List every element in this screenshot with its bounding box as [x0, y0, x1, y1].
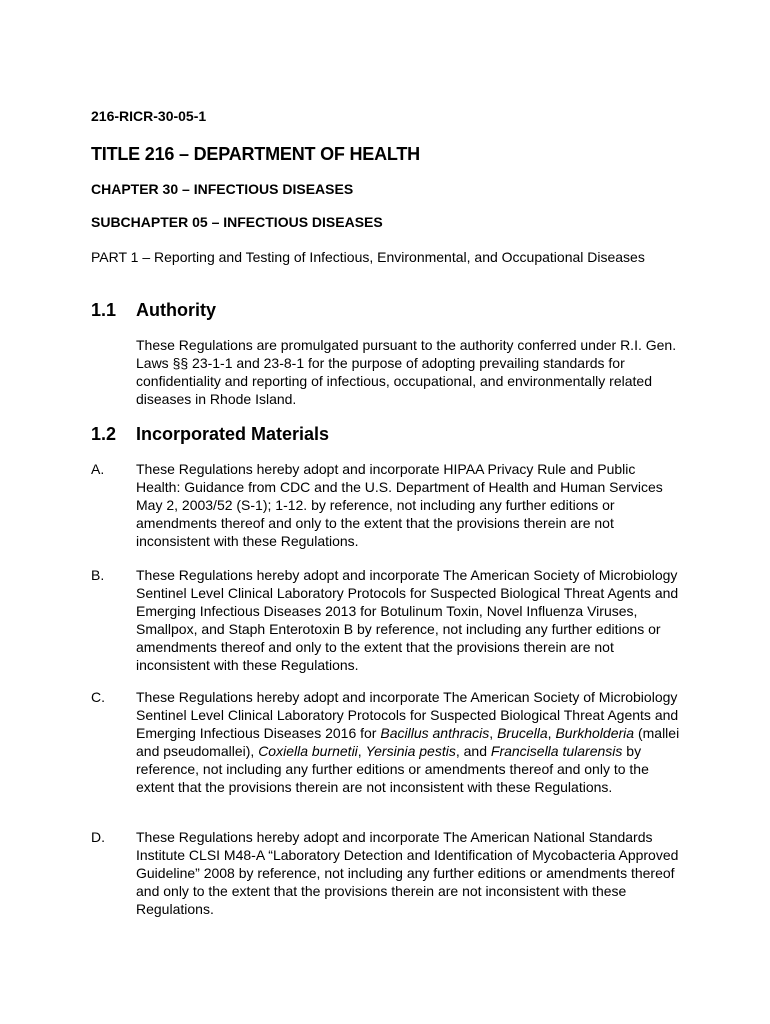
- text-run: (mallei and pseudomallei),: [136, 725, 680, 759]
- document-title: TITLE 216 – DEPARTMENT OF HEALTH: [91, 144, 420, 164]
- item-letter: A.: [91, 461, 105, 477]
- item-letter: B.: [91, 567, 105, 583]
- section-number: 1.1: [91, 300, 117, 320]
- item-paragraph: These Regulations hereby adopt and incorporate The American National Standards Institute CLSI M48-A “Laboratory Detection and Identification of Mycobacteria Approved Guideline” 2008 by reference, not including any further editions or amendments thereof and only to the extent that the provisions therein are not inconsistent with these Regulations.: [136, 829, 679, 917]
- text-run: These Regulations hereby adopt and incorporate The American Society of Microbiology Sentinel Level Clinical Laboratory Protocols for Suspected Biological Threat Agents and Emerging Infectious Diseases 2016 for: [136, 689, 679, 741]
- part-heading: PART 1 – Reporting and Testing of Infectious, Environmental, and Occupational Diseases: [91, 249, 645, 265]
- item-letter: D.: [91, 829, 105, 845]
- subchapter-heading: SUBCHAPTER 05 – INFECTIOUS DISEASES: [91, 214, 383, 230]
- chapter-heading: CHAPTER 30 – INFECTIOUS DISEASES: [91, 181, 354, 197]
- text-run: ,: [489, 725, 498, 741]
- text-run: , and: [455, 743, 491, 759]
- section-number: 1.2: [91, 424, 117, 444]
- item-paragraph: These Regulations hereby adopt and incorporate HIPAA Privacy Rule and Public Health: Guidance from CDC and the U.S. Department of Health and Human Services May 2, 2003/52 (S-1); 1-12. by reference, not including any further editions or amendments thereof and only to the extent that the provisions therein are not inconsistent with these Regulations.: [136, 461, 663, 549]
- item-letter: C.: [91, 689, 105, 705]
- section-title-authority: Authority: [136, 300, 216, 320]
- section-title-incorporated-materials: Incorporated Materials: [136, 424, 330, 444]
- authority-paragraph: These Regulations are promulgated pursuant to the authority conferred under R.I. Gen. Laws §§ 23-1-1 and 23-8-1 for the purpose of adopting prevailing standards for confidentiality and reporting of infectious, occupational, and environmentally related diseases in Rhode Island.: [136, 337, 677, 407]
- species-name: Burkholderia: [555, 725, 635, 741]
- rule-identifier: 216-RICR-30-05-1: [91, 108, 207, 124]
- species-name: Francisella tularensis: [490, 743, 623, 759]
- text-run: ,: [357, 743, 366, 759]
- species-name: Bacillus anthracis: [380, 725, 490, 741]
- text-run: by reference, not including any further editions or amendments thereof and only to the extent that the provisions therein are not inconsistent with these Regulations.: [136, 743, 649, 795]
- item-paragraph: These Regulations hereby adopt and incorporate The American Society of Microbiology Sentinel Level Clinical Laboratory Protocols for Suspected Biological Threat Agents and Emerging Infectious Diseases 2013 for Botulinum Toxin, Novel Influenza Viruses, Smallpox, and Staph Enterotoxin B by reference, not including any further editions or amendments thereof and only to the extent that the provisions therein are not inconsistent with these Regulations.: [136, 567, 679, 673]
- item-paragraph: [136, 688, 681, 796]
- species-name: Yersinia pestis: [365, 743, 456, 759]
- species-name: Brucella: [497, 725, 548, 741]
- species-name: Coxiella burnetii: [258, 743, 358, 759]
- text-run: ,: [547, 725, 556, 741]
